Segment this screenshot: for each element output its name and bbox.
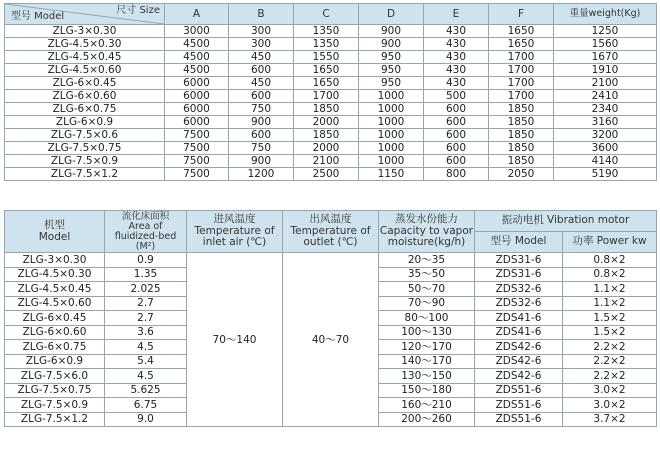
motor-model-cell: ZDS32-6	[475, 282, 563, 297]
motor-power-cell: 3.7×2	[563, 412, 657, 427]
col-header-c: C	[294, 4, 359, 25]
model-cell: ZLG-6×0.45	[5, 77, 165, 90]
table-cell: 2500	[294, 168, 359, 181]
col-header-motor-model: 型号 Model	[475, 232, 563, 253]
table-cell: 950	[359, 51, 424, 64]
model-cell: ZLG-6×0.75	[5, 340, 105, 355]
model-cell: ZLG-6×0.45	[5, 311, 105, 326]
table-cell: 4500	[165, 64, 229, 77]
table-cell: 6000	[165, 116, 229, 129]
capacity-header-en1: Capacity to vapor	[379, 224, 474, 237]
outlet-header-en2: outlet (℃)	[303, 236, 358, 249]
table-cell: 6000	[165, 90, 229, 103]
inlet-header-cn: 进风温度	[213, 213, 256, 226]
model-cell: ZLG-6×0.75	[5, 103, 165, 116]
table-row	[5, 25, 657, 38]
table-cell: 750	[229, 142, 294, 155]
table-cell: 4500	[165, 51, 229, 64]
area-cell: 2.7	[105, 296, 187, 311]
table-row	[5, 253, 657, 268]
motor-power-cell: 0.8×2	[563, 267, 657, 282]
table-cell: 1000	[359, 129, 424, 142]
col-header-b: B	[229, 4, 294, 25]
table-cell: 430	[424, 77, 489, 90]
table-cell: 1700	[489, 51, 554, 64]
table-row	[5, 116, 657, 129]
table-cell: 600	[229, 64, 294, 77]
table-cell: 950	[359, 64, 424, 77]
col-header-d: D	[359, 4, 424, 25]
area-cell: 0.9	[105, 253, 187, 268]
table-cell: 1850	[489, 129, 554, 142]
table-row	[5, 103, 657, 116]
motor-model-cell: ZDS42-6	[475, 369, 563, 384]
table-cell: 1000	[359, 103, 424, 116]
model-cell: ZLG-7.5×6.0	[5, 369, 105, 384]
table-cell: 800	[424, 168, 489, 181]
motor-model-cell: ZDS41-6	[475, 311, 563, 326]
capacity-cell: 130～150	[379, 369, 475, 384]
table-cell: 5190	[554, 168, 657, 181]
table-cell: 1650	[294, 77, 359, 90]
inlet-header-en1: Temperature of	[194, 224, 275, 237]
model-cell: ZLG-4.5×0.45	[5, 51, 165, 64]
motor-power-cell: 1.1×2	[563, 282, 657, 297]
table-cell: 1700	[294, 90, 359, 103]
table-cell: 430	[424, 25, 489, 38]
table-cell: 600	[424, 103, 489, 116]
table-cell: 500	[424, 90, 489, 103]
motor-power-cell: 1.5×2	[563, 311, 657, 326]
table-cell: 1200	[229, 168, 294, 181]
table-cell: 900	[359, 25, 424, 38]
capacity-cell: 200～260	[379, 412, 475, 427]
motor-power-cell: 0.8×2	[563, 253, 657, 268]
table-cell: 3160	[554, 116, 657, 129]
area-cell: 3.6	[105, 325, 187, 340]
table-cell: 1000	[359, 90, 424, 103]
table-cell: 600	[229, 90, 294, 103]
capacity-cell: 70～90	[379, 296, 475, 311]
table-cell: 600	[424, 155, 489, 168]
col-header-model	[5, 211, 105, 253]
model-label: 型号 Model	[11, 11, 65, 22]
motor-power-cell: 1.1×2	[563, 296, 657, 311]
model-cell: ZLG-6×0.9	[5, 354, 105, 369]
area-cell: 2.7	[105, 311, 187, 326]
table-cell: 6000	[165, 77, 229, 90]
table-cell: 1560	[554, 38, 657, 51]
model-cell: ZLG-4.5×0.30	[5, 267, 105, 282]
table-cell: 430	[424, 38, 489, 51]
capacity-cell: 50～70	[379, 282, 475, 297]
table-cell: 1250	[554, 25, 657, 38]
area-header-unit: (M²)	[135, 240, 156, 252]
size-label: 尺寸 Size	[116, 5, 160, 16]
table-row	[5, 168, 657, 181]
corner-header	[5, 4, 165, 25]
table-cell: 2050	[489, 168, 554, 181]
outlet-temp-cell: 40～70	[283, 253, 379, 427]
col-header-area	[105, 211, 187, 253]
model-header-cn: 机型	[44, 219, 65, 231]
table-cell: 450	[229, 51, 294, 64]
table-cell: 1650	[489, 25, 554, 38]
table-cell: 1910	[554, 64, 657, 77]
model-cell: ZLG-7.5×0.75	[5, 142, 165, 155]
inlet-temp-cell: 70～140	[187, 253, 283, 427]
table-row	[5, 64, 657, 77]
table-cell: 2000	[294, 142, 359, 155]
table-cell: 1850	[489, 116, 554, 129]
area-cell: 5.625	[105, 383, 187, 398]
table-cell: 7500	[165, 155, 229, 168]
motor-power-cell: 3.0×2	[563, 398, 657, 413]
table-cell: 450	[229, 77, 294, 90]
table-cell: 1350	[294, 38, 359, 51]
area-header-en1: Area of	[128, 220, 163, 232]
motor-model-cell: ZDS41-6	[475, 325, 563, 340]
model-header-en: Model	[38, 230, 71, 243]
table-cell: 1670	[554, 51, 657, 64]
motor-power-cell: 3.0×2	[563, 383, 657, 398]
table-cell: 2410	[554, 90, 657, 103]
table-row	[5, 142, 657, 155]
table-cell: 1700	[489, 64, 554, 77]
model-cell: ZLG-4.5×0.30	[5, 38, 165, 51]
capacity-cell: 80～100	[379, 311, 475, 326]
outlet-header-cn: 出风温度	[309, 213, 352, 226]
col-header-weight: 重量weight(Kg)	[554, 4, 657, 25]
motor-power-cell: 2.2×2	[563, 354, 657, 369]
model-cell: ZLG-7.5×0.6	[5, 129, 165, 142]
table-cell: 2100	[554, 77, 657, 90]
table-row	[5, 90, 657, 103]
col-header-motor-power: 功率 Power kw	[563, 232, 657, 253]
table-cell: 600	[424, 142, 489, 155]
capacity-cell: 140～170	[379, 354, 475, 369]
table-cell: 1700	[489, 90, 554, 103]
capacity-cell: 160～210	[379, 398, 475, 413]
table-cell: 750	[229, 103, 294, 116]
table-cell: 1700	[489, 77, 554, 90]
table-cell: 600	[424, 116, 489, 129]
capacity-cell: 20～35	[379, 253, 475, 268]
table-cell: 1850	[294, 129, 359, 142]
motor-power-cell: 1.5×2	[563, 325, 657, 340]
table-cell: 1850	[489, 103, 554, 116]
col-header-f: F	[489, 4, 554, 25]
col-header-outlet	[283, 211, 379, 253]
motor-model-cell: ZDS31-6	[475, 253, 563, 268]
model-cell: ZLG-7.5×1.2	[5, 168, 165, 181]
table-cell: 900	[229, 116, 294, 129]
table-cell: 4500	[165, 38, 229, 51]
table-cell: 7500	[165, 142, 229, 155]
capacity-cell: 150～180	[379, 383, 475, 398]
motor-power-cell: 2.2×2	[563, 340, 657, 355]
model-cell: ZLG-4.5×0.60	[5, 64, 165, 77]
table-cell: 300	[229, 38, 294, 51]
motor-power-cell: 2.2×2	[563, 369, 657, 384]
table-cell: 1150	[359, 168, 424, 181]
table-row	[5, 77, 657, 90]
table-cell: 300	[229, 25, 294, 38]
model-cell: ZLG-6×0.9	[5, 116, 165, 129]
area-cell: 5.4	[105, 354, 187, 369]
table-cell: 1850	[294, 103, 359, 116]
table-cell: 1650	[489, 38, 554, 51]
table-row	[5, 155, 657, 168]
table-cell: 3000	[165, 25, 229, 38]
table-cell: 7500	[165, 129, 229, 142]
area-cell: 4.5	[105, 340, 187, 355]
model-cell: ZLG-4.5×0.45	[5, 282, 105, 297]
model-cell: ZLG-7.5×0.75	[5, 383, 105, 398]
table-cell: 2100	[294, 155, 359, 168]
model-cell: ZLG-6×0.60	[5, 325, 105, 340]
motor-model-cell: ZDS51-6	[475, 383, 563, 398]
outlet-header-en1: Temperature of	[290, 224, 371, 237]
capacity-cell: 120～170	[379, 340, 475, 355]
motor-model-cell: ZDS31-6	[475, 267, 563, 282]
col-header-capacity	[379, 211, 475, 253]
table-cell: 6000	[165, 103, 229, 116]
table-cell: 1850	[489, 142, 554, 155]
table-cell: 1000	[359, 155, 424, 168]
table-row	[5, 38, 657, 51]
col-header-inlet	[187, 211, 283, 253]
capacity-header-en2: moisture(kg/h)	[387, 236, 466, 249]
model-cell: ZLG-7.5×0.9	[5, 155, 165, 168]
capacity-header-cn: 蒸发水份能力	[395, 213, 458, 226]
area-cell: 6.75	[105, 398, 187, 413]
area-cell: 9.0	[105, 412, 187, 427]
area-cell: 4.5	[105, 369, 187, 384]
table-cell: 2340	[554, 103, 657, 116]
model-cell: ZLG-3×0.30	[5, 253, 105, 268]
area-cell: 1.35	[105, 267, 187, 282]
motor-model-cell: ZDS51-6	[475, 398, 563, 413]
inlet-header-en2: inlet air (℃)	[202, 236, 267, 249]
table-cell: 600	[424, 129, 489, 142]
table-cell: 430	[424, 64, 489, 77]
table-cell: 2000	[294, 116, 359, 129]
table-cell: 1350	[294, 25, 359, 38]
table-row	[5, 51, 657, 64]
col-header-e: E	[424, 4, 489, 25]
col-header-a: A	[165, 4, 229, 25]
dimensions-table	[4, 3, 657, 181]
area-header-cn: 流化床面积	[121, 210, 170, 222]
table-cell: 1650	[294, 64, 359, 77]
table-cell: 4140	[554, 155, 657, 168]
performance-table	[4, 210, 657, 427]
table-row	[5, 129, 657, 142]
capacity-cell: 100～130	[379, 325, 475, 340]
table-cell: 1850	[489, 155, 554, 168]
model-cell: ZLG-7.5×0.9	[5, 398, 105, 413]
model-cell: ZLG-7.5×1.2	[5, 412, 105, 427]
motor-model-cell: ZDS51-6	[475, 412, 563, 427]
col-header-motor: 振动电机 Vibration motor	[475, 211, 657, 232]
capacity-cell: 35～50	[379, 267, 475, 282]
table-cell: 900	[359, 38, 424, 51]
table-cell: 950	[359, 77, 424, 90]
table-cell: 1000	[359, 116, 424, 129]
table-cell: 3600	[554, 142, 657, 155]
motor-model-cell: ZDS32-6	[475, 296, 563, 311]
model-cell: ZLG-4.5×0.60	[5, 296, 105, 311]
table-cell: 7500	[165, 168, 229, 181]
model-cell: ZLG-3×0.30	[5, 25, 165, 38]
table-cell: 3200	[554, 129, 657, 142]
area-cell: 2.025	[105, 282, 187, 297]
table-cell: 1000	[359, 142, 424, 155]
table-cell: 430	[424, 51, 489, 64]
motor-model-cell: ZDS42-6	[475, 340, 563, 355]
table-cell: 600	[229, 129, 294, 142]
table-cell: 1550	[294, 51, 359, 64]
area-header-en2: fluidized-bed	[114, 230, 177, 242]
model-cell: ZLG-6×0.60	[5, 90, 165, 103]
motor-model-cell: ZDS42-6	[475, 354, 563, 369]
table-cell: 900	[229, 155, 294, 168]
